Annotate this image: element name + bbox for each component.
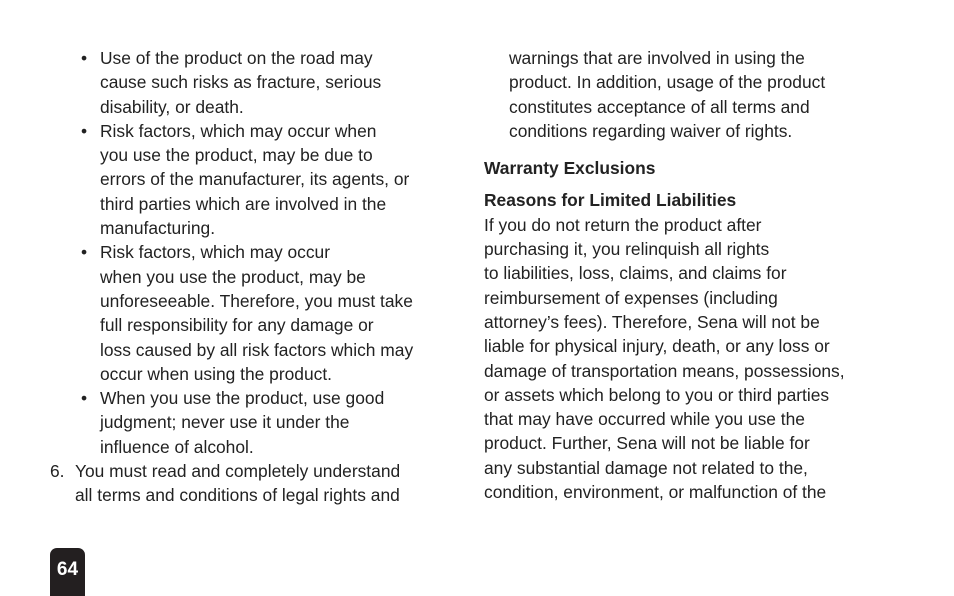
text-line: condition, environment, or malfunction of the (484, 482, 827, 503)
bullet-item-manufacturer-risk (50, 119, 450, 240)
subsection-heading-limited-liabilities: Reasons for Limited Liabilities (484, 190, 737, 211)
text-line: unforeseeable. Therefore, you must take (100, 290, 413, 311)
continuation-paragraph (484, 46, 884, 143)
bullet-item-unforeseeable-risk (50, 240, 450, 386)
text-line: influence of alcohol. (100, 436, 254, 457)
numbered-item-6 (50, 459, 450, 508)
text-line: you use the product, may be due to (100, 145, 373, 166)
text-line: attorney’s fees). Therefore, Sena will not be (484, 311, 820, 332)
text-line: reimbursement of expenses (including (484, 287, 778, 308)
text-line: You must read and completely understand (75, 461, 401, 482)
text-line: purchasing it, you relinquish all rights (484, 239, 770, 260)
bullet-icon: • (80, 388, 88, 409)
text-line: When you use the product, use good (100, 388, 385, 409)
text-line: full responsibility for any damage or (100, 315, 374, 336)
text-line: Risk factors, which may occur when (100, 120, 377, 141)
text-line: Use of the product on the road may (100, 48, 373, 68)
text-line: third parties which are involved in the (100, 193, 387, 214)
text-line: product. Further, Sena will not be liable for (484, 433, 810, 454)
text-line: occur when using the product. (100, 363, 333, 384)
text-line: constitutes acceptance of all terms and (509, 96, 810, 117)
text-line: disability, or death. (100, 96, 244, 117)
text-line: warnings that are involved in using the (509, 48, 805, 68)
text-line: all terms and conditions of legal rights and (75, 485, 400, 506)
bullet-item-judgment (50, 386, 450, 459)
text-line: cause such risks as fracture, serious (100, 72, 382, 93)
text-line: when you use the product, may be (100, 266, 366, 287)
text-line: product. In addition, usage of the product (509, 72, 826, 93)
text-line: to liabilities, loss, claims, and claims for (484, 263, 787, 284)
page-number-badge: 64 (50, 548, 85, 596)
section-heading-warranty-exclusions: Warranty Exclusions (484, 158, 656, 179)
text-line: loss caused by all risk factors which may (100, 339, 414, 360)
bullet-item-road-risk (50, 46, 450, 119)
right-column (484, 46, 884, 504)
text-line: liable for physical injury, death, or any loss or (484, 336, 830, 357)
text-line: manufacturing. (100, 218, 216, 239)
text-line: any substantial damage not related to the, (484, 457, 808, 478)
text-line: errors of the manufacturer, its agents, or (100, 169, 410, 190)
text-line: damage of transportation means, possessions, (484, 360, 845, 381)
text-line: Risk factors, which may occur (100, 242, 331, 263)
text-line: If you do not return the product after (484, 214, 762, 235)
text-line: judgment; never use it under the (100, 412, 350, 433)
text-line: or assets which belong to you or third parties (484, 384, 830, 405)
bullet-icon: • (80, 48, 88, 68)
liabilities-paragraph (484, 213, 884, 505)
left-column (50, 46, 450, 508)
text-line: that may have occurred while you use the (484, 409, 805, 430)
bullet-icon: • (80, 120, 88, 141)
bullet-icon: • (80, 242, 88, 263)
item-number: 6. (50, 461, 65, 482)
text-line: conditions regarding waiver of rights. (509, 120, 793, 141)
